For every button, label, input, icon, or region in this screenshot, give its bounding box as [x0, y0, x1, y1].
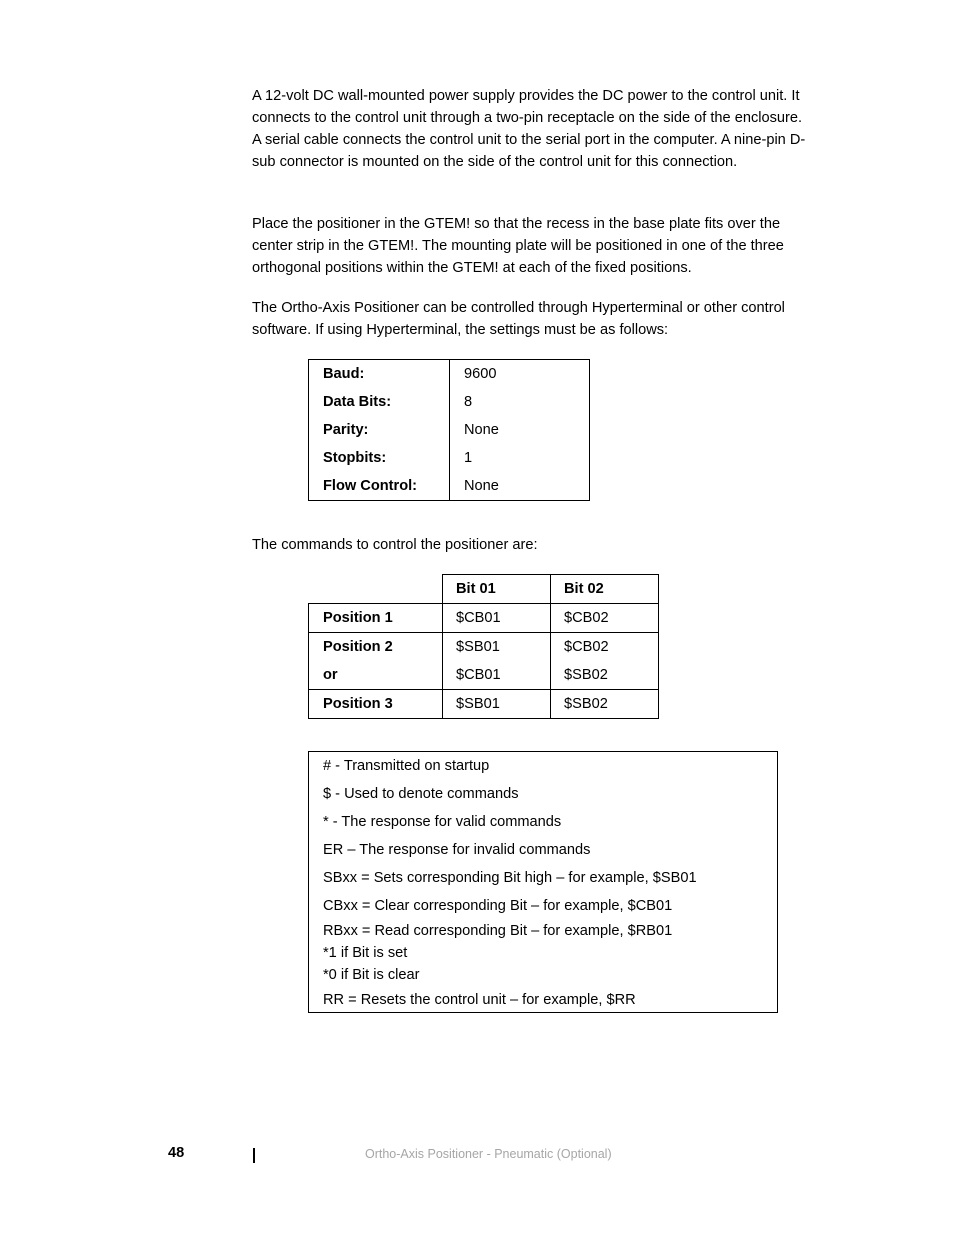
position-label: or: [309, 661, 443, 690]
position-label: Position 1: [309, 604, 443, 633]
settings-table: [308, 359, 590, 501]
command-cell: $SB02: [551, 690, 659, 719]
table-row: [309, 690, 659, 719]
command-cell: $CB02: [551, 633, 659, 662]
header-cell-empty: [309, 575, 443, 604]
commands-table: [308, 574, 659, 719]
table-row: [309, 360, 590, 389]
table-row: [309, 633, 659, 662]
table-row: [309, 388, 590, 416]
table-row: [309, 604, 659, 633]
settings-value: 8: [464, 394, 473, 410]
legend-item: SBxx = Sets corresponding Bit high – for example, $SB01: [323, 870, 697, 886]
command-cell: $SB01: [443, 633, 551, 662]
paragraph-placement: Place the positioner in the GTEM! so that the recess in the base plate fits over the center strip in the GTEM!. The mounting plate will be positioned in one of the three orthogonal positions within the GTEM! at each of the fixed positions.: [252, 216, 784, 276]
legend-item: * - The response for valid commands: [323, 814, 562, 830]
command-cell: $CB01: [443, 661, 551, 690]
legend-item: # - Transmitted on startup: [323, 758, 490, 774]
legend-item: RBxx = Read corresponding Bit – for example, $RB01: [323, 923, 673, 939]
table-row: [309, 416, 590, 444]
command-cell: $CB01: [443, 604, 551, 633]
table-row: [309, 472, 590, 501]
legend-item: *0 if Bit is clear: [323, 967, 420, 983]
legend-item: CBxx = Clear corresponding Bit – for example, $CB01: [323, 898, 673, 914]
settings-value: 9600: [464, 366, 497, 382]
settings-value: None: [464, 478, 499, 494]
settings-key: Parity:: [309, 416, 450, 444]
header-cell-bit02: Bit 02: [551, 575, 659, 604]
table-row: [309, 661, 659, 690]
paragraph-power-supply: A 12-volt DC wall-mounted power supply provides the DC power to the control unit. It connects to the control unit through a two-pin receptacle on the side of the enclosure. A serial cable connects the control unit to the serial port in the computer. A nine-pin D-sub connector is mounted on the side of the control unit for this connection.: [252, 88, 806, 170]
command-cell: $CB02: [551, 604, 659, 633]
legend-item: RR = Resets the control unit – for example, $RR: [323, 992, 636, 1008]
command-legend-box: [308, 751, 778, 1013]
footer-divider: [253, 1148, 255, 1163]
paragraph-hyperterminal: The Ortho-Axis Positioner can be controlled through Hyperterminal or other control software. If using Hyperterminal, the settings must be as follows:: [252, 300, 785, 338]
position-label: Position 3: [309, 690, 443, 719]
footer-title: Ortho-Axis Positioner - Pneumatic (Optional): [365, 1147, 612, 1161]
settings-key: Data Bits:: [309, 388, 450, 416]
settings-key: Stopbits:: [309, 444, 450, 472]
legend-item: ER – The response for invalid commands: [323, 842, 591, 858]
command-cell: $SB01: [443, 690, 551, 719]
page-number: 48: [168, 1145, 185, 1161]
settings-key: Baud:: [309, 360, 450, 389]
settings-value: 1: [464, 450, 473, 466]
paragraph-commands-intro: The commands to control the positioner are:: [252, 537, 538, 553]
legend-item: *1 if Bit is set: [323, 945, 408, 961]
table-header-row: [309, 575, 659, 604]
settings-key: Flow Control:: [309, 472, 450, 501]
legend-item: $ - Used to denote commands: [323, 786, 519, 802]
settings-value: None: [464, 422, 499, 438]
command-cell: $SB02: [551, 661, 659, 690]
table-row: [309, 444, 590, 472]
header-cell-bit01: Bit 01: [443, 575, 551, 604]
position-label: Position 2: [309, 633, 443, 662]
